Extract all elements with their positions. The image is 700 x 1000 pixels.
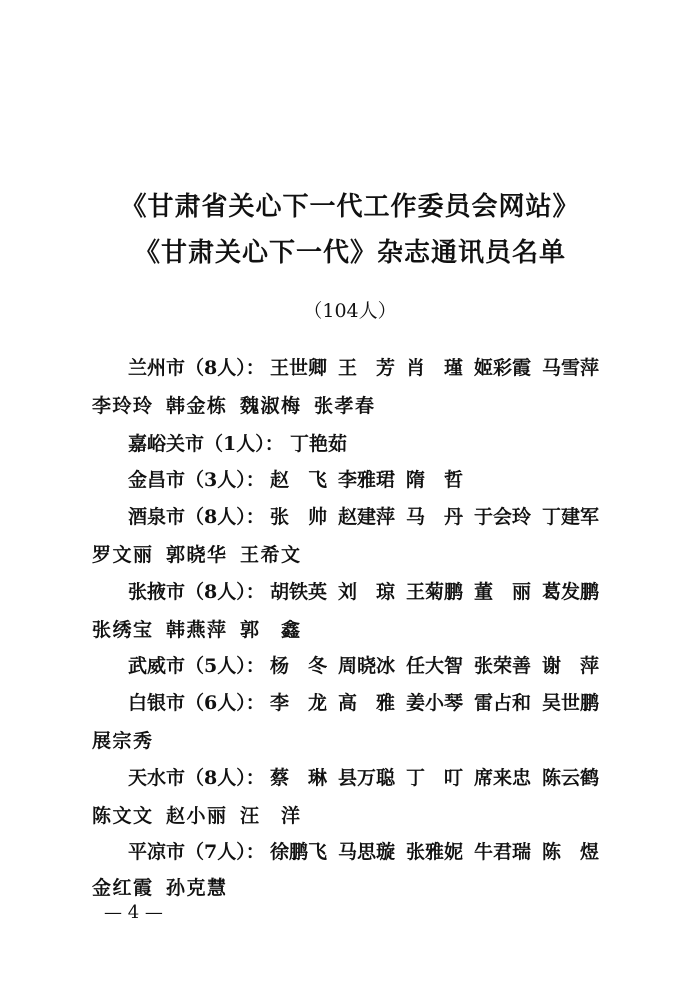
city-label: 平凉市（7人）： [128, 841, 265, 863]
city-row-continuation [0, 392, 700, 420]
names-group [270, 578, 610, 606]
member-name: 赵小丽 [166, 805, 226, 827]
member-name: 郭晓华 [166, 544, 226, 566]
names-group [270, 354, 610, 382]
member-name: 汪 洋 [240, 805, 300, 827]
member-name: 姜小琴 [406, 692, 464, 714]
names-group [290, 430, 630, 458]
member-name: 张荣善 [474, 655, 532, 677]
member-name: 肖 瑾 [406, 357, 464, 379]
member-name: 马雪萍 [542, 357, 600, 379]
city-row-continuation [0, 802, 700, 830]
member-name: 赵 飞 [270, 469, 328, 491]
city-row-continuation [0, 874, 700, 902]
member-name: 马思璇 [338, 841, 396, 863]
page-number: — 4 — [104, 902, 163, 923]
city-row [0, 354, 700, 382]
member-name: 赵建萍 [338, 506, 396, 528]
member-name: 丁艳茹 [290, 433, 348, 455]
member-name: 郭 鑫 [240, 619, 300, 641]
member-name: 杨 冬 [270, 655, 328, 677]
member-name: 马 丹 [406, 506, 464, 528]
city-row [0, 652, 700, 680]
member-name: 李玲玲 [92, 395, 152, 417]
member-name: 张绣宝 [92, 619, 152, 641]
document-title-line1: 《甘肃省关心下一代工作委员会网站》 [120, 192, 580, 222]
city-label: 金昌市（3人）： [128, 469, 265, 491]
city-label: 嘉峪关市（1人）： [128, 433, 284, 455]
member-name: 谢 萍 [542, 655, 600, 677]
member-name: 胡铁英 [270, 581, 328, 603]
member-name: 于会玲 [474, 506, 532, 528]
member-name: 陈 煜 [542, 841, 600, 863]
city-label: 白银市（6人）： [128, 692, 265, 714]
names-continued [92, 874, 240, 902]
member-name: 隋 哲 [406, 469, 464, 491]
names-group [270, 503, 610, 531]
city-label: 兰州市（8人）： [128, 357, 265, 379]
member-name: 罗文丽 [92, 544, 152, 566]
names-continued [92, 392, 388, 420]
names-group [270, 838, 610, 866]
city-row-continuation [0, 616, 700, 644]
member-name: 葛发鹏 [542, 581, 600, 603]
names-continued [92, 802, 314, 830]
member-name: 韩燕萍 [166, 619, 226, 641]
member-name: 李 龙 [270, 692, 328, 714]
member-name: 丁建军 [542, 506, 600, 528]
city-row-continuation [0, 541, 700, 569]
names-group [270, 652, 610, 680]
member-name: 徐鹏飞 [270, 841, 328, 863]
member-name: 蔡 琳 [270, 767, 328, 789]
member-name: 高 雅 [338, 692, 396, 714]
city-row [0, 430, 700, 458]
member-name: 王世卿 [270, 357, 328, 379]
member-name: 孙克慧 [166, 877, 226, 899]
member-name: 丁 叮 [406, 767, 464, 789]
member-name: 魏淑梅 [240, 395, 300, 417]
city-row [0, 578, 700, 606]
city-row-continuation [0, 727, 700, 755]
member-name: 李雅珺 [338, 469, 396, 491]
city-row [0, 838, 700, 866]
member-count: （104人） [303, 300, 397, 322]
names-continued [92, 541, 314, 569]
member-name: 姬彩霞 [474, 357, 532, 379]
member-name: 刘 琼 [338, 581, 396, 603]
names-continued [92, 727, 166, 755]
member-name: 王希文 [240, 544, 300, 566]
member-name: 金红霞 [92, 877, 152, 899]
member-name: 展宗秀 [92, 730, 152, 752]
names-group [270, 764, 610, 792]
document-title-line2: 《甘肃关心下一代》杂志通讯员名单 [133, 238, 566, 268]
member-name: 牛君瑞 [474, 841, 532, 863]
member-name: 董 丽 [474, 581, 532, 603]
city-row [0, 689, 700, 717]
member-name: 任大智 [406, 655, 464, 677]
member-name: 王 芳 [338, 357, 396, 379]
member-name: 张 帅 [270, 506, 328, 528]
member-name: 陈云鹤 [542, 767, 600, 789]
city-label: 张掖市（8人）： [128, 581, 265, 603]
member-name: 席来忠 [474, 767, 532, 789]
member-name: 雷占和 [474, 692, 532, 714]
member-name: 周晓冰 [338, 655, 396, 677]
member-name: 张雅妮 [406, 841, 464, 863]
names-group [270, 466, 610, 494]
member-name: 吴世鹏 [542, 692, 600, 714]
member-name: 王菊鹏 [406, 581, 464, 603]
city-row [0, 503, 700, 531]
city-label: 武威市（5人）： [128, 655, 265, 677]
city-row [0, 764, 700, 792]
member-name: 县万聪 [338, 767, 396, 789]
city-label: 天水市（8人）： [128, 767, 265, 789]
city-label: 酒泉市（8人）： [128, 506, 265, 528]
member-name: 张孝春 [314, 395, 374, 417]
names-continued [92, 616, 314, 644]
member-name: 韩金栋 [166, 395, 226, 417]
member-name: 陈文文 [92, 805, 152, 827]
city-row [0, 466, 700, 494]
names-group [270, 689, 610, 717]
